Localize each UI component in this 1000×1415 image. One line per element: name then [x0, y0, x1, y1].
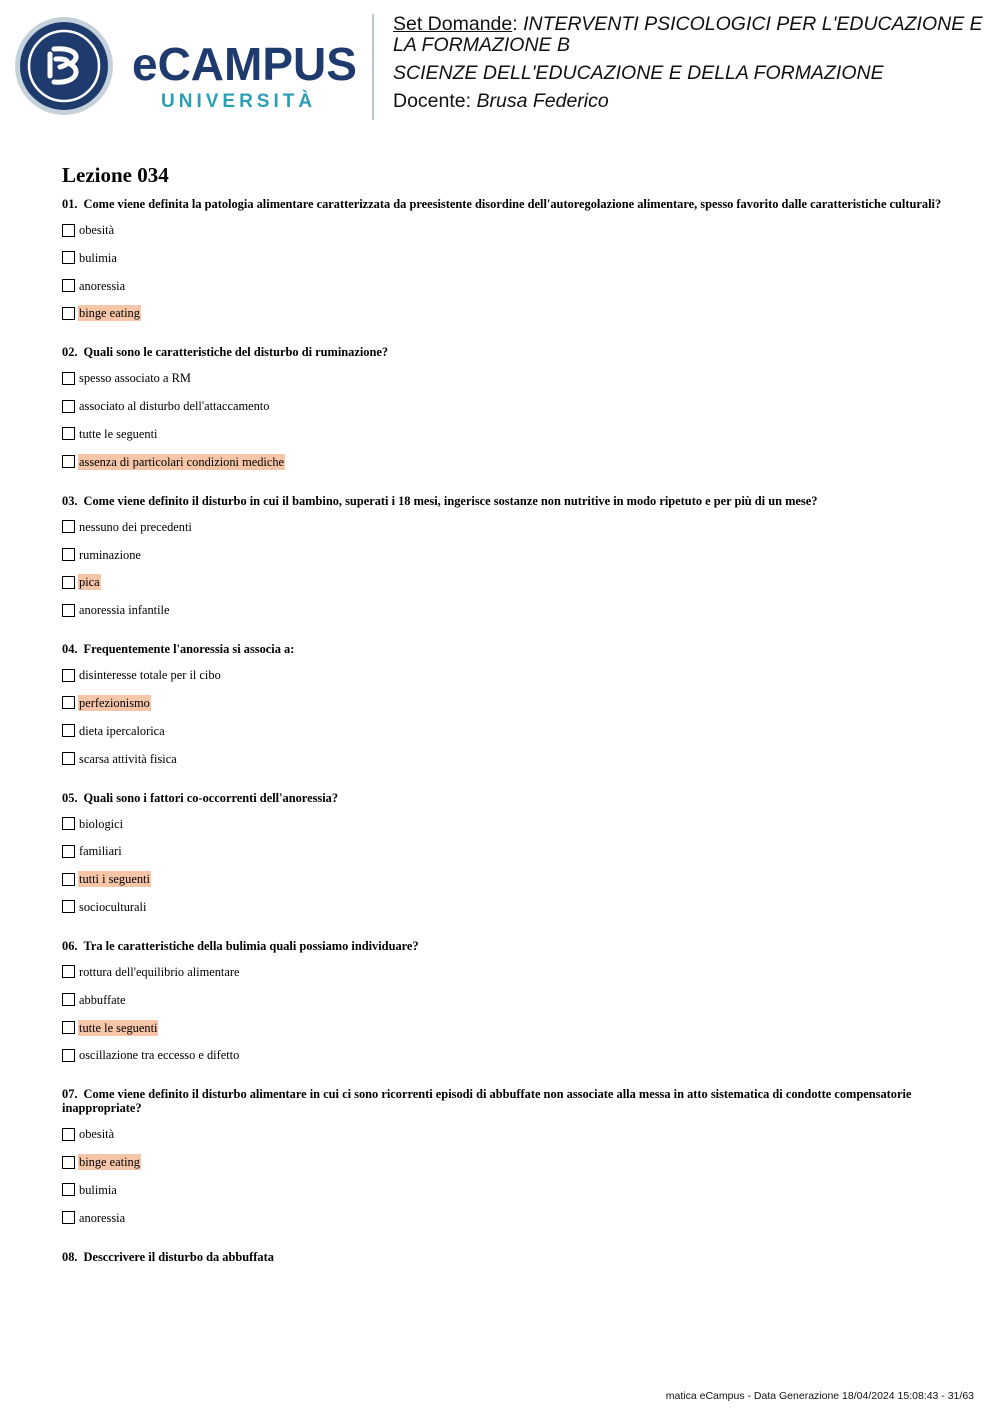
answer-text-highlighted: pica: [79, 575, 100, 590]
answer-option[interactable]: [62, 250, 942, 266]
answer-option[interactable]: [62, 751, 942, 767]
question-list: [62, 197, 942, 1288]
question-title: [62, 642, 942, 656]
question-block: [62, 1087, 942, 1225]
answer-text: scarsa attività fisica: [79, 751, 177, 766]
answer-text-highlighted: perfezionismo: [79, 695, 150, 710]
lesson-title: Lezione 034: [62, 163, 169, 187]
header-divider: [372, 14, 374, 120]
question-title: [62, 197, 942, 211]
checkbox[interactable]: [62, 1156, 75, 1169]
answer-option[interactable]: [62, 547, 942, 563]
answer-option[interactable]: [62, 1154, 942, 1170]
checkbox[interactable]: [62, 993, 75, 1006]
answer-text-highlighted: binge eating: [79, 306, 140, 321]
question-text: Desccrivere il disturbo da abbuffata: [83, 1249, 274, 1264]
answer-option[interactable]: [62, 1020, 942, 1036]
checkbox[interactable]: [62, 400, 75, 413]
answer-option[interactable]: [62, 305, 942, 321]
question-number: 08.: [62, 1249, 78, 1264]
answer-text: rottura dell'equilibrio alimentare: [79, 964, 240, 979]
answer-text: ruminazione: [79, 547, 141, 562]
question-number: 05.: [62, 790, 78, 805]
answer-option[interactable]: [62, 695, 942, 711]
question-title: [62, 791, 942, 805]
question-text: Come viene definito il disturbo alimentare in cui ci sono ricorrenti episodi di abbuffate non associate alla messa in atto sistematica di condotte compensatorie inappropriate?: [62, 1087, 912, 1116]
header-info: [393, 14, 998, 112]
checkbox[interactable]: [62, 1183, 75, 1196]
answer-option[interactable]: [62, 426, 942, 442]
answer-text-highlighted: tutte le seguenti: [79, 1020, 158, 1035]
answer-text: obesità: [79, 1127, 115, 1142]
checkbox[interactable]: [62, 307, 75, 320]
answer-text: associato al disturbo dell'attaccamento: [79, 399, 270, 414]
answer-option[interactable]: [62, 899, 942, 915]
answer-option[interactable]: [62, 602, 942, 618]
answer-text: bulimia: [79, 250, 117, 265]
set-title: INTERVENTI PSICOLOGICI PER L'EDUCAZIONE E LA FORMAZIONE B: [393, 13, 983, 56]
checkbox[interactable]: [62, 548, 75, 561]
checkbox[interactable]: [62, 576, 75, 589]
answer-text: disinteresse totale per il cibo: [79, 668, 221, 683]
checkbox[interactable]: [62, 817, 75, 830]
question-title: [62, 494, 942, 508]
question-block: [62, 494, 942, 618]
checkbox[interactable]: [62, 372, 75, 385]
checkbox[interactable]: [62, 845, 75, 858]
answer-text: familiari: [79, 844, 122, 859]
page-header: [0, 0, 1000, 130]
checkbox[interactable]: [62, 279, 75, 292]
question-text: Quali sono i fattori co-occorrenti dell'anoressia?: [83, 790, 339, 805]
question-block: [62, 791, 942, 915]
answer-text: anoressia: [79, 278, 126, 293]
answer-option[interactable]: [62, 574, 942, 590]
answer-option[interactable]: [62, 1210, 942, 1226]
answer-text: anoressia: [79, 1210, 126, 1225]
checkbox[interactable]: [62, 724, 75, 737]
answer-text: obesità: [79, 223, 115, 237]
question-number: 02.: [62, 345, 78, 360]
checkbox[interactable]: [62, 696, 75, 709]
checkbox[interactable]: [62, 873, 75, 886]
question-number: 03.: [62, 493, 78, 508]
question-number: 07.: [62, 1087, 78, 1102]
question-title: [62, 345, 942, 359]
checkbox[interactable]: [62, 520, 75, 533]
question-text: Come viene definita la patologia alimentare caratterizzata da preesistente disordine dell'autoregolazione alimentare, spesso favorito dalle caratteristiche culturali?: [83, 197, 942, 211]
answer-option[interactable]: [62, 871, 942, 887]
answer-option[interactable]: [62, 1047, 942, 1063]
answer-text: oscillazione tra eccesso e difetto: [79, 1048, 240, 1063]
checkbox[interactable]: [62, 251, 75, 264]
answer-text: abbuffate: [79, 992, 126, 1007]
checkbox[interactable]: [62, 1049, 75, 1062]
answer-option[interactable]: [62, 964, 942, 980]
answer-text: biologici: [79, 816, 124, 831]
question-block: [62, 197, 942, 321]
answer-option[interactable]: [62, 1126, 942, 1142]
set-title-line: Set Domande: INTERVENTI PSICOLOGICI PER L'EDUCAZIONE E LA FORMAZIONE B: [393, 13, 983, 56]
page-footer: matica eCampus - Data Generazione 18/04/2024 15:08:43 - 31/63: [665, 1390, 974, 1402]
answer-option[interactable]: [62, 843, 942, 859]
checkbox[interactable]: [62, 1021, 75, 1034]
answer-option[interactable]: [62, 222, 942, 238]
teacher-name: Brusa Federico: [476, 90, 609, 112]
logo-brand-text: eCAMPUS: [132, 38, 357, 90]
answer-text: spesso associato a RM: [79, 371, 191, 386]
checkbox[interactable]: [62, 669, 75, 682]
answer-text-highlighted: tutti i seguenti: [79, 872, 150, 887]
answer-text: dieta ipercalorica: [79, 723, 165, 738]
checkbox[interactable]: [62, 455, 75, 468]
checkbox[interactable]: [62, 427, 75, 440]
set-label: Set Domande: [393, 13, 513, 35]
checkbox[interactable]: [62, 604, 75, 617]
answer-text: nessuno dei precedenti: [79, 519, 192, 534]
answer-option[interactable]: [62, 816, 942, 832]
logo-sub-text: UNIVERSITÀ: [161, 91, 317, 112]
question-block: [62, 939, 942, 1063]
answer-text: tutte le seguenti: [79, 426, 158, 441]
question-text: Quali sono le caratteristiche del disturbo di ruminazione?: [83, 345, 389, 360]
answer-option[interactable]: [62, 1182, 942, 1198]
question-title: [62, 1250, 942, 1264]
teacher-line: [393, 91, 998, 112]
answer-option[interactable]: [62, 370, 942, 386]
checkbox[interactable]: [62, 965, 75, 978]
question-block: [62, 1250, 942, 1264]
checkbox[interactable]: [62, 1211, 75, 1224]
question-text: Frequentemente l'anoressia si associa a:: [83, 642, 295, 657]
question-number: 01.: [62, 197, 78, 211]
checkbox[interactable]: [62, 1128, 75, 1141]
course-name: SCIENZE DELL'EDUCAZIONE E DELLA FORMAZIONE: [393, 62, 884, 84]
answer-text-highlighted: binge eating: [79, 1155, 140, 1170]
answer-text: socioculturali: [79, 899, 147, 914]
answer-text: bulimia: [79, 1182, 117, 1197]
answer-option[interactable]: [62, 519, 942, 535]
answer-text-highlighted: assenza di particolari condizioni mediche: [79, 454, 285, 469]
teacher-label: Docente:: [393, 90, 472, 112]
answer-option[interactable]: [62, 723, 942, 739]
answer-text: anoressia infantile: [79, 603, 170, 618]
checkbox[interactable]: [62, 900, 75, 913]
question-number: 06.: [62, 938, 78, 953]
answer-option[interactable]: [62, 398, 942, 414]
question-title: [62, 1087, 942, 1115]
ecampus-logo: [14, 14, 359, 118]
question-title: [62, 939, 942, 953]
answer-option[interactable]: [62, 667, 942, 683]
question-number: 04.: [62, 642, 78, 657]
question-block: [62, 642, 942, 766]
checkbox[interactable]: [62, 752, 75, 765]
answer-option[interactable]: [62, 454, 942, 470]
answer-option[interactable]: [62, 278, 942, 294]
checkbox[interactable]: [62, 224, 75, 237]
answer-option[interactable]: [62, 992, 942, 1008]
question-text: Come viene definito il disturbo in cui il bambino, superati i 18 mesi, ingerisce sostanze non nutritive in modo ripetuto e per più di un mese?: [83, 493, 818, 508]
question-block: [62, 345, 942, 469]
question-text: Tra le caratteristiche della bulimia quali possiamo individuare?: [83, 938, 419, 953]
